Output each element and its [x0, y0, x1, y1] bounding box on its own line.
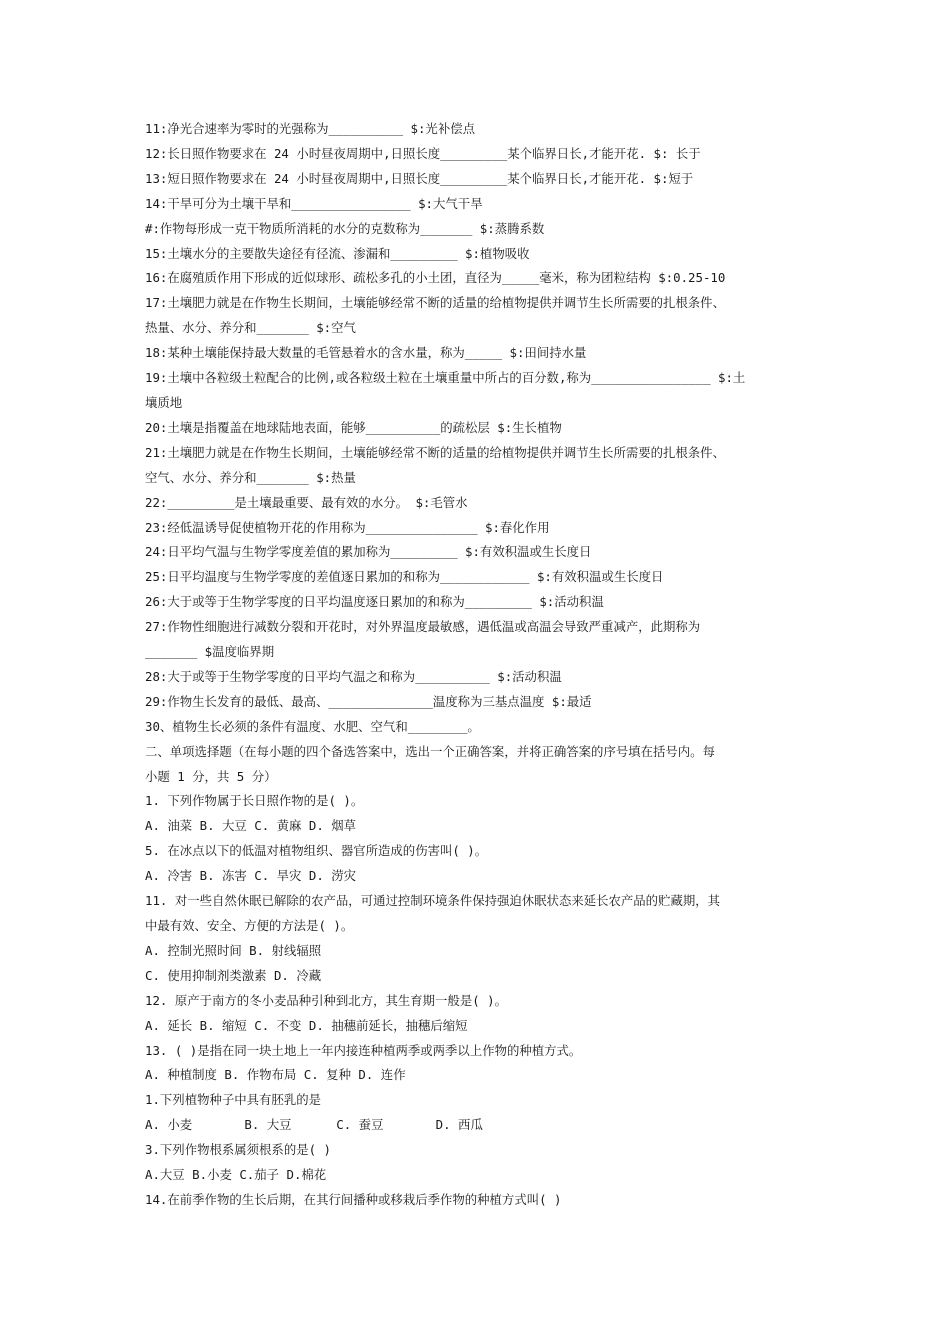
text-line: C. 使用抑制剂类激素 D. 冷藏: [145, 967, 322, 983]
text-line: 29:作物生长发育的最低、最高、______________温度称为三基点温度 $:最适: [145, 693, 592, 709]
text-line: 12. 原产于南方的冬小麦品种引种到北方，其生育期一般是( )。: [145, 992, 507, 1008]
text-line: 3.下列作物根系属须根系的是( ): [145, 1142, 331, 1158]
text-line: A.大豆 B.小麦 C.茄子 D.棉花: [145, 1167, 327, 1183]
text-line: 22:_________是土壤最重要、最有效的水分。 $:毛管水: [145, 494, 468, 510]
text-line: 二、单项选择题（在每小题的四个备选答案中，选出一个正确答案，并将正确答案的序号填在括号内。每: [145, 743, 715, 759]
text-line: #:作物每形成一克干物质所消耗的水分的克数称为_______ $:蒸腾系数: [145, 220, 545, 236]
text-line: 15:土壤水分的主要散失途径有径流、渗漏和_________ $:植物吸收: [145, 245, 530, 261]
text-line: 13:短日照作物要求在 24 小时昼夜周期中,日照长度_________某个临界日长,才能开花. $:短于: [145, 170, 694, 186]
text-line: 20:土壤是指覆盖在地球陆地表面，能够__________的疏松层 $:生长植物: [145, 419, 562, 435]
text-line: A. 小麦 B. 大豆 C. 蚕豆 D. 西瓜: [145, 1117, 483, 1133]
text-line: 5. 在冰点以下的低温对植物组织、器官所造成的伤害叫( )。: [145, 843, 488, 859]
text-line: 18:某种土壤能保持最大数量的毛管悬着水的含水量，称为_____ $:田间持水量: [145, 345, 587, 361]
text-line: 11. 对一些自然休眠已解除的农产品，可通过控制环境条件保持强迫休眠状态来延长农产品的贮藏期，其: [145, 893, 721, 909]
text-line: 中最有效、安全、方便的方法是( )。: [145, 918, 354, 933]
text-line: 小题 1 分，共 5 分）: [145, 768, 277, 784]
text-line: 1.下列植物种子中具有胚乳的是: [145, 1092, 321, 1108]
text-line: 25:日平均温度与生物学零度的差值逐日累加的和称为____________ $:有效积温或生长度日: [145, 569, 664, 585]
text-line: 28:大于或等于生物学零度的日平均气温之和称为__________ $:活动积温: [145, 668, 562, 684]
text-line: 17:土壤肥力就是在作物生长期间，土壤能够经常不断的适量的给植物提供并调节生长所需要的扎根条件、: [145, 295, 725, 311]
text-line: 13. ( )是指在同一块土地上一年内接连种植两季或两季以上作物的种植方式。: [145, 1042, 582, 1058]
text-line: 26:大于或等于生物学零度的日平均温度逐日累加的和称为_________ $:活动积温: [145, 594, 604, 610]
text-line: 23:经低温诱导促使植物开花的作用称为_______________ $:春化作用: [145, 519, 550, 535]
text-line: 12:长日照作物要求在 24 小时昼夜周期中,日照长度_________某个临界日长,才能开花. $: 长于: [145, 145, 701, 161]
text-line: A. 种植制度 B. 作物布局 C. 复种 D. 连作: [145, 1067, 406, 1083]
text-line: A. 冷害 B. 冻害 C. 旱灾 D. 涝灾: [145, 868, 357, 884]
text-line: A. 控制光照时间 B. 射线辐照: [145, 942, 322, 958]
text-line: 24:日平均气温与生物学零度差值的累加称为_________ $:有效积温或生长度日: [145, 544, 592, 560]
text-line: 1. 下列作物属于长日照作物的是( )。: [145, 793, 364, 809]
text-line: _______ $温度临界期: [145, 644, 275, 660]
text-line: 14.在前季作物的生长后期，在其行间播种或移栽后季作物的种植方式叫( ): [145, 1191, 562, 1207]
text-line: 壤质地: [145, 394, 183, 410]
text-line: 空气、水分、养分和_______ $:热量: [145, 469, 356, 485]
text-line: 19:土壤中各粒级土粒配合的比例,或各粒级土粒在土壤重量中所占的百分数,称为________________ $:土: [145, 370, 746, 386]
text-line: 21:土壤肥力就是在作物生长期间，土壤能够经常不断的适量的给植物提供并调节生长所需要的扎根条件、: [145, 444, 725, 460]
text-line: 14:干旱可分为土壤干旱和________________ $:大气干旱: [145, 195, 483, 211]
document-body: [145, 117, 815, 1213]
text-line: 16:在腐殖质作用下形成的近似球形、疏松多孔的小土团，直径为_____毫米，称为团粒结构 $:0.25-10: [145, 270, 726, 286]
text-line: 热量、水分、养分和_______ $:空气: [145, 320, 356, 336]
text-line: A. 延长 B. 缩短 C. 不变 D. 抽穗前延长，抽穗后缩短: [145, 1017, 468, 1033]
text-line: A. 油菜 B. 大豆 C. 黄麻 D. 烟草: [145, 818, 357, 834]
text-line: 11:净光合速率为零时的光强称为__________ $:光补偿点: [145, 121, 475, 136]
text-line: 30、植物生长必须的条件有温度、水肥、空气和________。: [145, 718, 480, 734]
text-line: 27:作物性细胞进行减数分裂和开花时，对外界温度最敏感，遇低温或高温会导致严重减产，此期称为: [145, 619, 701, 635]
